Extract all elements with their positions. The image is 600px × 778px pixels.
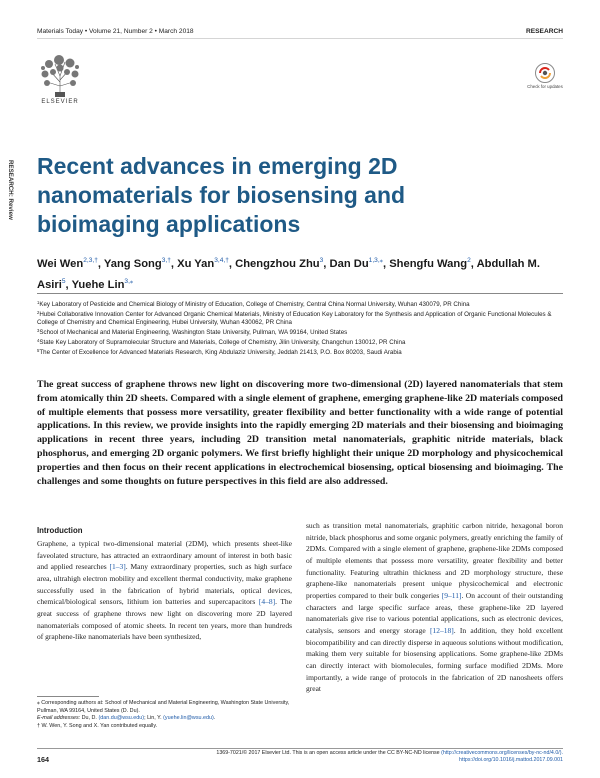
affiliation-item xyxy=(37,299,563,309)
email-line: E-mail addresses: Du, D. (dan.du@wsu.edu); Lin, Y. (yuehe.lin@wsu.edu). xyxy=(37,715,216,722)
author-affiliation-marker[interactable]: 3 xyxy=(319,257,324,264)
intro-column-right xyxy=(306,520,563,695)
footer-rule xyxy=(37,748,563,749)
author-name: Yuehe Lin xyxy=(71,279,125,291)
author-separator: , xyxy=(97,258,104,270)
intro-column-left xyxy=(37,526,292,643)
journal-info: Materials Today • Volume 21, Number 2 • March 2018 xyxy=(37,28,194,35)
author-name: Shengfu Wang xyxy=(389,258,468,270)
citation-link[interactable]: [1–3] xyxy=(109,562,126,572)
author-name: Xu Yan xyxy=(177,258,215,270)
author-affiliation-marker[interactable]: 5 xyxy=(61,278,66,285)
affiliation-text: The Center of Excellence for Advanced Materials Research, King Abdulaziz University, Jeddah 21413, P.O. Box 80203, Saudi Arabia xyxy=(39,348,402,356)
author-affiliation-marker[interactable]: 2 xyxy=(467,257,471,264)
footnote-rule xyxy=(37,696,99,697)
abstract: The great success of graphene throws new light on discovering more two-dimensional (2D) layered nanomaterials that stem from atomically thin 2D sheets. Compared with a single element of graphene, emerging graphene-like 2D materials composed of multiple elements that possess more versatility, greater flexibility and better functionality with a wide range of potential applications. In this review, we provide insights into the rapidly emerging 2D materials and their biosensing and bioimaging applications in recent three years, including 2D transition metal nanomaterials, graphitic nitride materials, black phosphorus, and emerging 2D organic polymers. We first briefly highlight their unique 2D morphology and physicochemical properties and then focus on their recent applications in electrochemical biosensing, optical biosensing and bioimaging. The challenges and some thoughts on future perspectives in this field are also addressed. xyxy=(37,379,563,487)
affiliation-item xyxy=(37,347,563,357)
affiliation-number: 3 xyxy=(37,327,40,333)
header-rule xyxy=(37,38,563,39)
check-for-updates-icon[interactable] xyxy=(530,62,560,96)
email-label: E-mail addresses: xyxy=(37,715,81,722)
license-text: 1369-7021/© 2017 Elsevier Ltd. This is an open access article under the CC BY-NC-ND license xyxy=(216,750,442,756)
paragraph-text: Graphene, a typical two-dimensional material (2DM), which presents sheet-like faveolated structure, has attracted an extraordinary amount of interest in both basic and applied researches xyxy=(37,539,292,572)
author-affiliation-marker[interactable]: 3,4,† xyxy=(214,257,229,264)
author-separator: , xyxy=(228,258,236,270)
copyright-notice xyxy=(186,750,563,764)
affiliation-text: Hubei Collaborative Innovation Center for Advanced Organic Chemical Materials, Ministry of Education Key Laboratory for the Synthesis and Application of Organic Functional Molecules & College of Chemistry and Chemical Engineering, Hubei University, Wuhan 430062, PR China xyxy=(37,310,552,326)
email-lin-name: Lin, Y. xyxy=(147,715,162,722)
affiliation-item xyxy=(37,327,563,337)
article-title: Recent advances in emerging 2D nanomaterials for biosensing and bioimaging applications xyxy=(37,153,406,237)
author-separator: , xyxy=(470,258,477,270)
citation-link[interactable]: [4–8] xyxy=(258,597,276,607)
author-separator: , xyxy=(65,279,72,291)
email-lin-link[interactable]: (yuehe.lin@wsu.edu) xyxy=(163,715,214,722)
affiliation-number: 4 xyxy=(37,337,40,343)
intro-paragraph-right xyxy=(306,520,563,695)
intro-heading: Introduction xyxy=(37,526,83,535)
corresponding-author-note: ⁎ Corresponding authors at: School of Mechanical and Material Engineering, Washington State University, Pullman, WA 99164, United States (D. Du). xyxy=(37,700,290,714)
author-affiliation-marker[interactable]: 3,† xyxy=(161,257,171,264)
side-section-label: RESEARCH: Review xyxy=(7,160,14,220)
elsevier-tree-logo xyxy=(37,52,83,106)
author-separator: , xyxy=(323,258,330,270)
affiliation-item xyxy=(37,337,563,347)
equal-contribution-note: † W. Wen, Y. Song and X. Yan contributed equally. xyxy=(37,722,158,729)
authors-rule xyxy=(37,293,563,294)
citation-link[interactable]: [12–18] xyxy=(429,625,454,635)
author-list xyxy=(37,252,563,294)
affiliation-text: State Key Laboratory of Supramolecular Structure and Materials, College of Chemistry, Jilin University, Changchun 130012, PR China xyxy=(39,338,406,346)
email-du-link[interactable]: (dan.du@wsu.edu) xyxy=(98,715,145,722)
author-name: Abdullah M. Asiri xyxy=(37,258,540,291)
author-separator: , xyxy=(382,258,390,270)
paragraph-text: such as transition metal nanomaterials, graphitic carbon nitride, hexagonal boron nitride, black phosphorus and some organic polymers, greatly enriching the family of 2DMs. Compared with a single element of graphene, graphene-like 2DMs composed of multiple elements that possess more versatility, greater flexibility and better functionality. Featuring ultrathin thickness and 2D morphology structure, these graphene-like nanomaterials present unique physicochemical and electronic properties compared to their bulk congeries xyxy=(306,521,563,600)
author-separator: , xyxy=(170,258,178,270)
author-name: Dan Du xyxy=(329,258,369,270)
intro-paragraph-left xyxy=(37,538,292,643)
author-name: Wei Wen xyxy=(37,258,84,270)
footnotes xyxy=(37,700,292,730)
paragraph-text: . The great success of graphene throws new light on discovering more 2D layered nanomaterials composed of atomic sheets. In recent ten years, more than hundreds of graphene-like nanomaterials have been synthesized, xyxy=(37,597,292,642)
author-affiliation-marker[interactable]: 1,3,⁎ xyxy=(368,257,383,264)
affiliation-number: 2 xyxy=(37,309,40,315)
paragraph-text: . On account of their outstanding characters and large specific surface areas, these graphene-like 2D layered nanomaterials give rise to various potential applications, such as electronic devices, catalysis, sensors and energy storage xyxy=(306,590,563,635)
author-name: Yang Song xyxy=(103,258,162,270)
affiliations xyxy=(37,299,563,356)
paragraph-text: . In addition, they hold excellent biocompatibility and can directly disperse in aqueous solutions without modification, making them very suitable for biosensing applications. Some graphene-like 2DMs can directly interact with biomolecules, forming surface modified 2DMs. More importantly, a wide range of protocols in the fabrication of 2D nanosheets offers great xyxy=(306,625,563,694)
affiliation-number: 1 xyxy=(37,300,40,305)
citation-link[interactable]: [9–11] xyxy=(441,590,462,600)
check-for-updates-label[interactable]: Check for updates xyxy=(527,84,563,89)
affiliation-item xyxy=(37,309,563,327)
doi-link[interactable]: https://doi.org/10.1016/j.mattod.2017.09.001 xyxy=(459,757,563,763)
affiliation-number: 5 xyxy=(37,347,40,353)
affiliation-text: Key Laboratory of Pesticide and Chemical Biology of Ministry of Education, College of Chemistry, Central China Normal University, Wuhan 430079, PR China xyxy=(39,301,470,308)
author-name: Chengzhou Zhu xyxy=(235,258,320,270)
email-du-name: Du, D. xyxy=(81,715,97,722)
paragraph-text: . Many extraordinary properties, such as high surface area, ultrahigh electron mobility and excellent thermal conductivity, make graphene successfully used in the fabrication of hybrid materials, optical devices, chemical/biological sensors, lithium ion batteries and supercapacitors xyxy=(37,562,292,607)
page-number: 164 xyxy=(37,755,49,764)
license-link[interactable]: (http://creativecommons.org/licenses/by-nc-nd/4.0/). xyxy=(441,750,563,756)
publisher-logo-text: ELSEVIER xyxy=(41,99,79,105)
section-label: RESEARCH xyxy=(525,28,563,35)
side-section-tab xyxy=(3,160,15,290)
author-affiliation-marker[interactable]: 3,⁎ xyxy=(124,278,134,285)
author-affiliation-marker[interactable]: 2,3,† xyxy=(83,257,98,264)
affiliation-text: School of Mechanical and Material Engineering, Washington State University, Pullman, WA 99164, United States xyxy=(39,328,348,336)
